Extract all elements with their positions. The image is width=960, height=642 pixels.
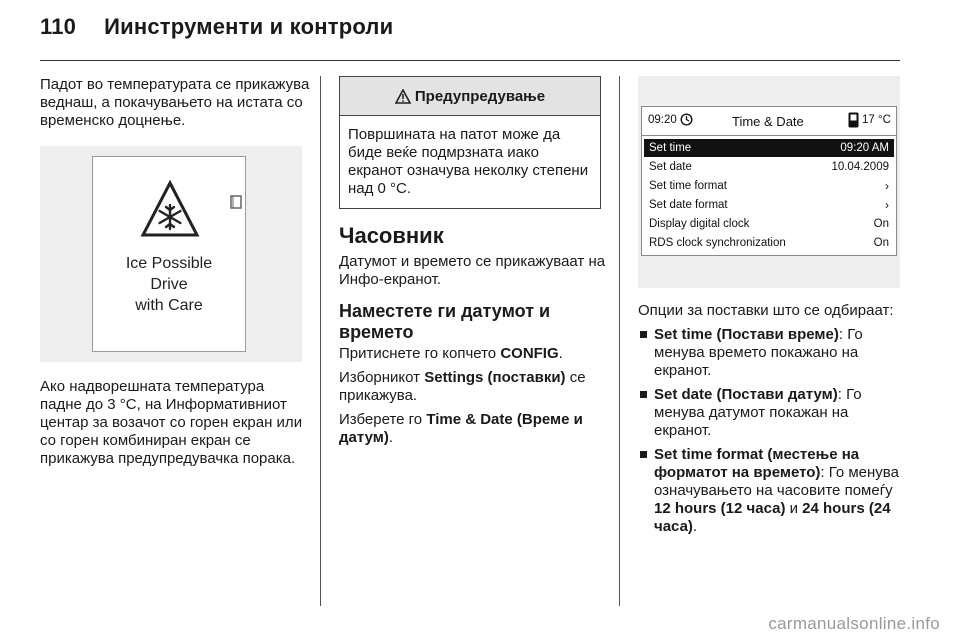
- page-header: [40, 14, 393, 40]
- column-divider-2: [619, 76, 620, 606]
- column-divider-1: [320, 76, 321, 606]
- menu-row-rds-clock-sync[interactable]: RDS clock synchronization On: [649, 237, 889, 249]
- chevron-right-icon: ›: [885, 198, 889, 212]
- screen-time: 09:20: [648, 114, 677, 126]
- menu-row-set-date[interactable]: Set date 10.04.2009: [649, 161, 889, 173]
- column-1: [40, 76, 310, 468]
- page-number: 110: [40, 14, 77, 39]
- step-3: Изберете го Time & Date (Време и датум).: [339, 411, 583, 446]
- set-datetime-heading: Наместете ги датумот и времето: [339, 301, 551, 342]
- temp-warning-text: Ако надворешната температура падне до 3 °C, на Информативниот центар за возачот со горен екран или со горен комбиниран екран се прикажува предупредувачка порака.: [40, 378, 303, 467]
- ice-warning-display: [92, 156, 246, 352]
- header-rule: [40, 60, 900, 61]
- ice-warning-figure: [40, 146, 302, 362]
- menu-row-display-digital-clock[interactable]: Display digital clock On: [649, 218, 889, 230]
- ice-warning-message: Ice Possible Drive with Care: [125, 255, 213, 314]
- menu-row-set-date-format[interactable]: Set date format ›: [649, 198, 889, 212]
- screen-title: Time & Date: [732, 114, 804, 129]
- phone-icon: [848, 112, 859, 128]
- menu-row-set-time-format[interactable]: Set time format ›: [649, 179, 889, 193]
- step-2: Изборникот Settings (поставки) се прикажува.: [339, 369, 586, 404]
- list-item: Set time format (местење на форматот на времето): Го менува означувањето на часовите помеѓу 12 hours (12 часа) и 24 hours (24 часа).: [638, 446, 900, 536]
- warning-box: [339, 76, 601, 209]
- options-list: [638, 326, 900, 536]
- screen-temperature: 17 °C: [862, 114, 891, 126]
- warning-box-header: [340, 77, 600, 116]
- book-icon: [230, 195, 242, 209]
- warning-box-title: Предупредување: [414, 87, 546, 105]
- list-item: Set date (Постави датум): Го менува датумот покажан на екранот.: [638, 386, 900, 440]
- footer-watermark: carmanualsonline.info: [768, 614, 940, 633]
- clock-intro-text: Датумот и времето се прикажуваат на Инфо-екранот.: [339, 253, 606, 288]
- time-date-screen-figure: [638, 76, 900, 288]
- temp-intro-text: Падот во температурата се прикажува веднаш, а покачувањето на истата со временско доцнење.: [40, 76, 310, 129]
- options-intro-text: Опции за поставки што се одбираат:: [638, 302, 894, 319]
- menu-row-set-time[interactable]: Set time 09:20 AM: [644, 139, 894, 157]
- list-item: Set time (Постави време): Го менува времето покажано на екранот.: [638, 326, 900, 380]
- warning-triangle-icon: [395, 89, 411, 104]
- clock-heading: Часовник: [339, 223, 444, 248]
- time-date-screen: [641, 106, 897, 256]
- section-title: Иинструменти и контроли: [104, 14, 394, 39]
- column-3: [638, 76, 900, 542]
- snowflake-warning-icon: [139, 179, 201, 241]
- step-1: Притиснете го копчето CONFIG.: [339, 345, 563, 362]
- column-2: [339, 76, 607, 447]
- clock-icon: [680, 113, 693, 126]
- warning-box-body: Површината на патот може да биде веќе подмрзната иако екранот означува неколку степени над 0 °C.: [348, 126, 589, 197]
- chevron-right-icon: ›: [885, 179, 889, 193]
- screen-status-bar: [642, 107, 896, 136]
